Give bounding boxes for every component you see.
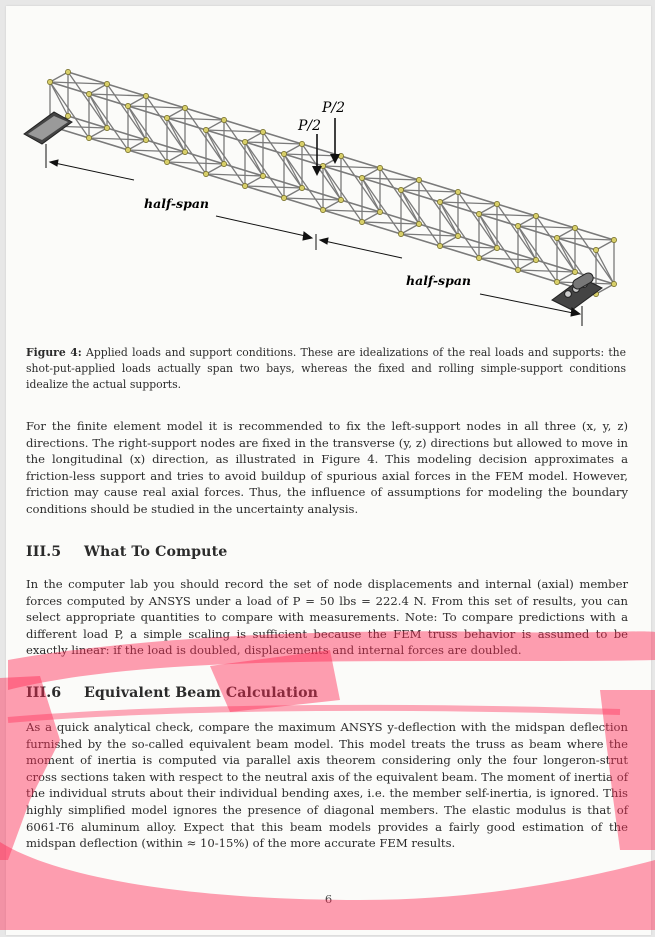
truss-member (362, 222, 419, 224)
truss-member (128, 106, 167, 162)
truss-node (242, 183, 247, 188)
truss-member (323, 166, 380, 168)
caption-text: Applied loads and support conditions. These are idealizations of the real loads and supports: the shot-put-applied loads actually span two bays, whereas the fixed and rolling simple-support conditions idealize the actual supports. (26, 346, 626, 391)
truss-member (401, 180, 419, 190)
truss-member (419, 180, 458, 236)
truss-node (221, 117, 226, 122)
truss-node (86, 91, 91, 96)
truss-member (401, 190, 440, 246)
truss-node (281, 151, 286, 156)
span-label-right: half-span (406, 273, 472, 288)
truss-member (479, 248, 497, 258)
truss-node (593, 247, 598, 252)
truss-member (245, 176, 263, 186)
truss-member (440, 236, 458, 246)
truss-node (242, 139, 247, 144)
truss-node (476, 211, 481, 216)
truss-node (104, 125, 109, 130)
truss-member (518, 226, 575, 228)
truss-member (128, 140, 146, 150)
truss-member (518, 260, 536, 270)
truss-node (572, 225, 577, 230)
truss-member (596, 240, 614, 250)
truss-node (86, 135, 91, 140)
section-number: III.6 (26, 685, 62, 701)
truss-node (611, 237, 616, 242)
truss-member (167, 108, 185, 118)
truss-member (458, 192, 497, 248)
truss-member (263, 132, 302, 188)
truss-member (206, 164, 224, 174)
truss-member (284, 188, 302, 198)
truss-member (128, 150, 185, 152)
truss-node (455, 189, 460, 194)
truss-member (323, 166, 362, 222)
truss-member (479, 204, 497, 214)
truss-node (494, 201, 499, 206)
truss-member (50, 82, 107, 84)
truss-node (203, 171, 208, 176)
truss-node (47, 79, 52, 84)
truss-member (50, 72, 68, 82)
truss-node (182, 149, 187, 154)
truss-node (164, 159, 169, 164)
truss-node (611, 281, 616, 286)
truss-member (89, 84, 107, 94)
truss-node (476, 255, 481, 260)
truss-node (203, 127, 208, 132)
truss-node (65, 113, 70, 118)
truss-member (89, 138, 146, 140)
truss-node (533, 257, 538, 262)
truss-member (479, 214, 518, 270)
truss-node (359, 175, 364, 180)
truss-member (167, 118, 224, 120)
dimension-lines (46, 144, 582, 326)
truss-member (167, 118, 206, 174)
truss-node (299, 185, 304, 190)
truss-member (245, 142, 302, 144)
truss-node (377, 209, 382, 214)
truss-node (104, 81, 109, 86)
truss-member (479, 214, 536, 216)
truss-node (65, 69, 70, 74)
truss-member (185, 108, 224, 164)
truss-node (572, 269, 577, 274)
truss-member (557, 228, 575, 238)
truss-node (494, 245, 499, 250)
paragraph-equivalent-beam: As a quick analytical check, compare the maximum ANSYS y-deflection with the midspan deflection furnished by the so-called equivalent beam model. This model treats the truss as beam where the moment of inertia is computed via parallel axis theorem considering only the four longeron-strut cross sections taken with respect to the neutral axis of the equivalent beam. The moment of inertia of the individual struts about their individual bending axes, i.e. the member self-inertia, is ignored. This highly simplified model ignores the presence of diagonal members. The elastic modulus is that of 6061-T6 aluminum alloy. Expect that this beam models provides a fairly good estimation of the midspan deflection (within ≈ 10-15%) of the more accurate FEM results. (26, 720, 628, 851)
document-page (6, 6, 651, 935)
truss-node (416, 221, 421, 226)
truss-member (284, 198, 341, 200)
truss-member (245, 132, 263, 142)
truss-node (260, 173, 265, 178)
truss-member (89, 94, 146, 96)
page-number: 6 (324, 892, 333, 906)
truss-node (437, 243, 442, 248)
left-fixed-support (24, 112, 72, 144)
right-rolling-support (552, 271, 602, 310)
truss-member (89, 94, 128, 150)
truss-node (221, 161, 226, 166)
truss-node (533, 213, 538, 218)
load-label-1: P/2 (322, 100, 346, 116)
truss-member (245, 186, 302, 188)
truss-member (362, 168, 380, 178)
truss-node (359, 219, 364, 224)
truss-member (380, 168, 419, 224)
truss-member (284, 144, 302, 154)
truss-member (518, 216, 536, 226)
truss-member (107, 84, 146, 140)
truss-node (554, 235, 559, 240)
truss-member (341, 156, 380, 212)
truss-member (518, 270, 575, 272)
caption-label: Figure 4: (26, 346, 82, 359)
truss-node (398, 187, 403, 192)
truss-member (497, 204, 536, 260)
truss-node (143, 93, 148, 98)
truss-node (125, 147, 130, 152)
truss-member (323, 200, 341, 210)
truss-member (128, 96, 146, 106)
truss-node (377, 165, 382, 170)
truss-member (557, 272, 575, 282)
truss-node (260, 129, 265, 134)
truss-member (401, 190, 458, 192)
truss-node (320, 207, 325, 212)
truss-member (440, 202, 497, 204)
truss-node (455, 233, 460, 238)
truss-member (68, 72, 107, 128)
truss-member (479, 258, 536, 260)
truss-member (245, 142, 284, 198)
truss-member (536, 216, 575, 272)
truss-member (575, 228, 614, 284)
span-label-left: half-span (144, 196, 210, 211)
truss-node (416, 177, 421, 182)
truss-node (437, 199, 442, 204)
truss-node (515, 267, 520, 272)
truss-node (182, 105, 187, 110)
section-title: Equivalent Beam Calculation (84, 685, 319, 701)
truss-member (557, 238, 614, 240)
truss-member (362, 178, 419, 180)
load-label-2: P/2 (298, 118, 322, 134)
truss-member (362, 212, 380, 222)
truss-member (206, 120, 224, 130)
truss-member (401, 224, 419, 234)
section-heading-what-to-compute (26, 544, 227, 560)
truss-node (338, 197, 343, 202)
paragraph-what-to-compute: In the computer lab you should record the set of node displacements and internal (axial) member forces computed by ANSYS under a load of P = 50 lbs = 222.4 N. From this set of results, you can select appropriate quantities to compare with measurements. Note: To compare predictions with a different load P, a simple scaling is sufficient because the FEM truss behavior is assumed to be exactly linear: if the load is doubled, displacements and internal forces are doubled. (26, 577, 628, 658)
truss-member (440, 192, 458, 202)
truss-member (167, 152, 185, 162)
truss-member (206, 174, 263, 176)
truss-node (299, 141, 304, 146)
truss-member (146, 96, 185, 152)
truss-node (554, 279, 559, 284)
truss-node (515, 223, 520, 228)
truss-node (143, 137, 148, 142)
figure-caption (26, 345, 626, 393)
truss-member (206, 130, 245, 186)
section-number: III.5 (26, 544, 62, 560)
truss-node (125, 103, 130, 108)
truss-node (164, 115, 169, 120)
section-heading-equivalent-beam (26, 685, 318, 701)
truss-member (206, 130, 263, 132)
truss-member (323, 210, 380, 212)
truss-node (398, 231, 403, 236)
truss-member (440, 246, 497, 248)
paragraph-boundary-conditions: For the finite element model it is recommended to fix the left-support nodes in all three (x, y, z) directions. The right-support nodes are fixed in the transverse (y, z) directions but allowed to move in the longitudinal (x) direction, as illustrated in Figure 4. This modeling decision approximates a friction-less support and tries to avoid buildup of spurious axial forces in the FEM model. However, friction may cause real axial forces. Thus, the influence of assumptions for modeling the boundary conditions should be studied in the uncertainty analysis. (26, 419, 628, 516)
truss-member (128, 106, 185, 108)
truss-member (89, 128, 107, 138)
section-title: What To Compute (84, 544, 228, 560)
truss-member (518, 226, 557, 282)
truss-node (281, 195, 286, 200)
truss-member (167, 162, 224, 164)
truss-member (362, 178, 401, 234)
truss-figure (6, 56, 651, 346)
truss-member (401, 234, 458, 236)
truss-member (224, 120, 263, 176)
truss-member (440, 202, 479, 258)
